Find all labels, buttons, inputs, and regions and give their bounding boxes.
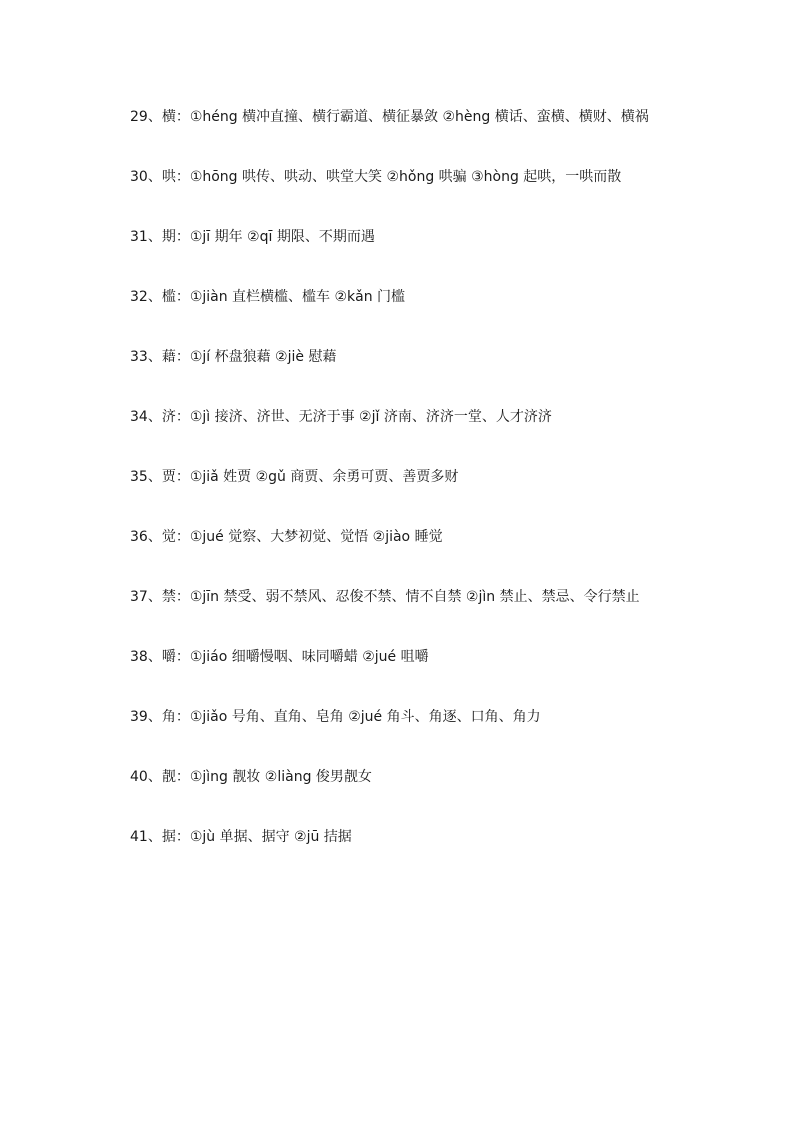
- entry-31: 31、期：①jī 期年 ②qī 期限、不期而遇: [130, 229, 375, 245]
- entry-32: 32、槛：①jiàn 直栏横槛、槛车 ②kǎn 门槛: [130, 289, 406, 305]
- entry-39: 39、角：①jiǎo 号角、直角、皂角 ②jué 角斗、角逐、口角、角力: [130, 709, 541, 725]
- entry-35: 35、贾：①jiǎ 姓贾 ②gǔ 商贾、余勇可贾、善贾多财: [130, 469, 459, 485]
- entry-36: 36、觉：①jué 觉察、大梦初觉、觉悟 ②jiào 睡觉: [130, 529, 443, 545]
- entry-41: 41、据：①jù 单据、据守 ②jū 拮据: [130, 829, 352, 845]
- entry-38: 38、嚼：①jiáo 细嚼慢咽、味同嚼蜡 ②jué 咀嚼: [130, 649, 429, 665]
- entry-37: 37、禁：①jīn 禁受、弱不禁风、忍俊不禁、情不自禁 ②jìn 禁止、禁忌、令行禁止: [130, 589, 640, 605]
- entry-40: 40、靓：①jìng 靓妆 ②liàng 俊男靓女: [130, 769, 372, 785]
- entry-33: 33、藉：①jí 杯盘狼藉 ②jiè 慰藉: [130, 349, 337, 365]
- document-page: [130, 106, 660, 848]
- entry-30: 30、哄：①hōng 哄传、哄动、哄堂大笑 ②hǒng 哄骗 ③hòng 起哄，一哄而散: [130, 169, 622, 185]
- entry-34: 34、济：①jì 接济、济世、无济于事 ②jǐ 济南、济济一堂、人才济济: [130, 409, 552, 425]
- entry-29: 29、横：①héng 横冲直撞、横行霸道、横征暴敛 ②hèng 横话、蛮横、横财、横祸: [130, 109, 649, 125]
